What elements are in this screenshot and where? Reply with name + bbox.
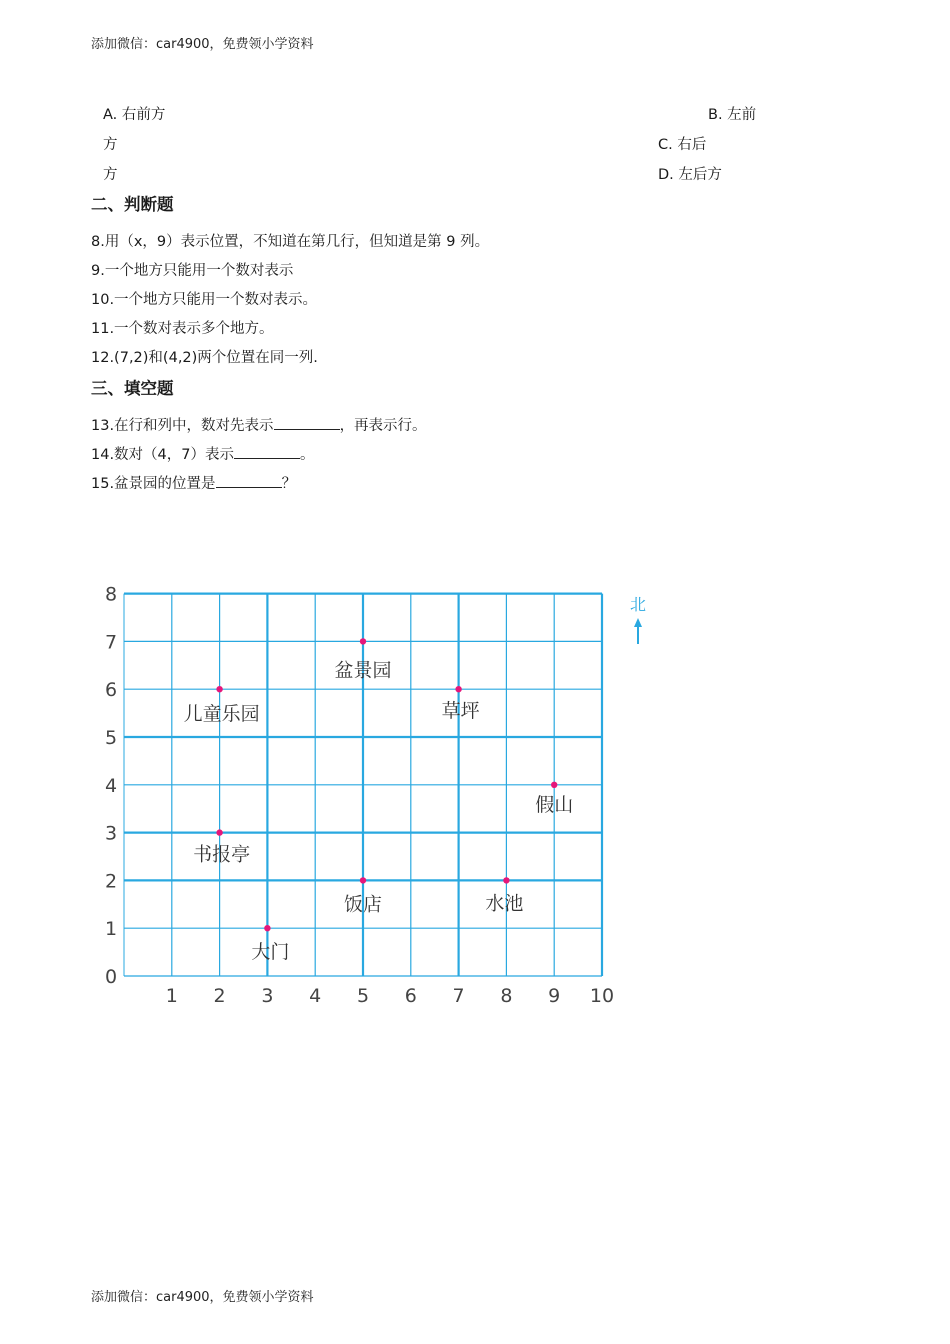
x-tick-label: 5 xyxy=(356,985,370,1007)
option-text: 左前 xyxy=(727,107,757,123)
option-b-continued xyxy=(103,133,118,154)
question-text-end: 。 xyxy=(300,447,315,463)
location-point xyxy=(216,686,222,692)
section-title-judge: 二、判断题 xyxy=(91,195,174,214)
question-15 xyxy=(91,472,296,493)
grid-lines xyxy=(124,594,602,976)
y-tick-label: 6 xyxy=(104,679,118,702)
location-label: 假山 xyxy=(535,793,574,816)
question-11: 11.一个数对表示多个地方。 xyxy=(91,321,274,337)
location-label: 水池 xyxy=(485,892,524,915)
location-point xyxy=(455,686,461,692)
option-text: 左后方 xyxy=(678,167,722,183)
x-tick-label: 1 xyxy=(165,985,178,1007)
location-label: 大门 xyxy=(251,941,290,964)
x-tick-label: 4 xyxy=(309,985,322,1007)
location-label: 草坪 xyxy=(441,700,480,723)
question-text-end: ？ xyxy=(281,476,297,492)
x-tick-label: 3 xyxy=(261,985,274,1007)
position-grid-chart xyxy=(0,560,950,1020)
location-label: 书报亭 xyxy=(193,843,251,866)
answer-blank[interactable] xyxy=(216,473,282,488)
option-b xyxy=(708,103,756,124)
location-point xyxy=(551,782,557,788)
x-tick-label: 2 xyxy=(213,985,226,1007)
option-text: 右前方 xyxy=(121,107,166,123)
option-letter: C. xyxy=(658,137,673,153)
option-c xyxy=(658,133,706,154)
page-footer: 添加微信：car4900，免费领小学资料 xyxy=(91,1290,314,1305)
y-tick-label: 5 xyxy=(104,727,118,749)
location-point xyxy=(503,877,509,883)
question-text-end: ，再表示行。 xyxy=(339,418,427,434)
question-12: 12.(7,2)和(4,2)两个位置在同一列. xyxy=(91,350,318,366)
option-d xyxy=(658,163,722,184)
question-text: 13.在行和列中，数对先表示 xyxy=(91,418,274,434)
y-tick-label: 2 xyxy=(104,870,118,893)
y-tick-label: 1 xyxy=(104,918,118,941)
option-text: 方 xyxy=(103,137,118,153)
north-indicator xyxy=(630,595,646,644)
x-tick-label: 9 xyxy=(548,985,561,1007)
question-8: 8.用（x，9）表示位置，不知道在第几行，但知道是第 9 列。 xyxy=(91,234,490,250)
location-point xyxy=(264,925,270,931)
question-9: 9.一个地方只能用一个数对表示 xyxy=(91,263,294,279)
y-tick-label: 4 xyxy=(104,774,118,797)
option-a xyxy=(103,103,165,124)
option-text: 右后 xyxy=(677,137,707,153)
answer-blank[interactable] xyxy=(234,444,300,459)
location-label: 饭店 xyxy=(343,893,383,916)
option-letter: D. xyxy=(658,167,674,183)
location-point xyxy=(360,638,366,644)
question-13 xyxy=(91,414,427,435)
north-arrow-icon xyxy=(634,618,642,627)
y-tick-label: 0 xyxy=(104,966,118,988)
section-title-fill: 三、填空题 xyxy=(91,379,174,398)
question-14 xyxy=(91,443,315,464)
location-points xyxy=(184,638,574,963)
y-tick-label: 3 xyxy=(104,822,118,845)
x-tick-label: 6 xyxy=(404,985,417,1007)
location-label: 儿童乐园 xyxy=(183,703,260,726)
option-letter: B. xyxy=(708,107,723,123)
question-text: 14.数对（4，7）表示 xyxy=(91,447,235,463)
option-text: 方 xyxy=(103,167,118,183)
option-letter: A. xyxy=(103,107,118,123)
question-10: 10.一个地方只能用一个数对表示。 xyxy=(91,292,318,308)
location-point xyxy=(360,877,366,883)
y-tick-label: 7 xyxy=(104,631,118,654)
question-text: 15.盆景园的位置是 xyxy=(91,476,216,492)
answer-blank[interactable] xyxy=(274,415,340,430)
option-c-continued xyxy=(103,163,118,184)
x-tick-label: 7 xyxy=(452,985,465,1007)
location-point xyxy=(216,829,222,835)
x-tick-label: 8 xyxy=(500,985,513,1007)
y-tick-label: 8 xyxy=(104,583,118,606)
x-tick-label: 10 xyxy=(589,985,615,1007)
location-label: 盆景园 xyxy=(334,659,392,682)
north-label: 北 xyxy=(629,595,647,614)
page-header: 添加微信：car4900，免费领小学资料 xyxy=(91,37,314,52)
